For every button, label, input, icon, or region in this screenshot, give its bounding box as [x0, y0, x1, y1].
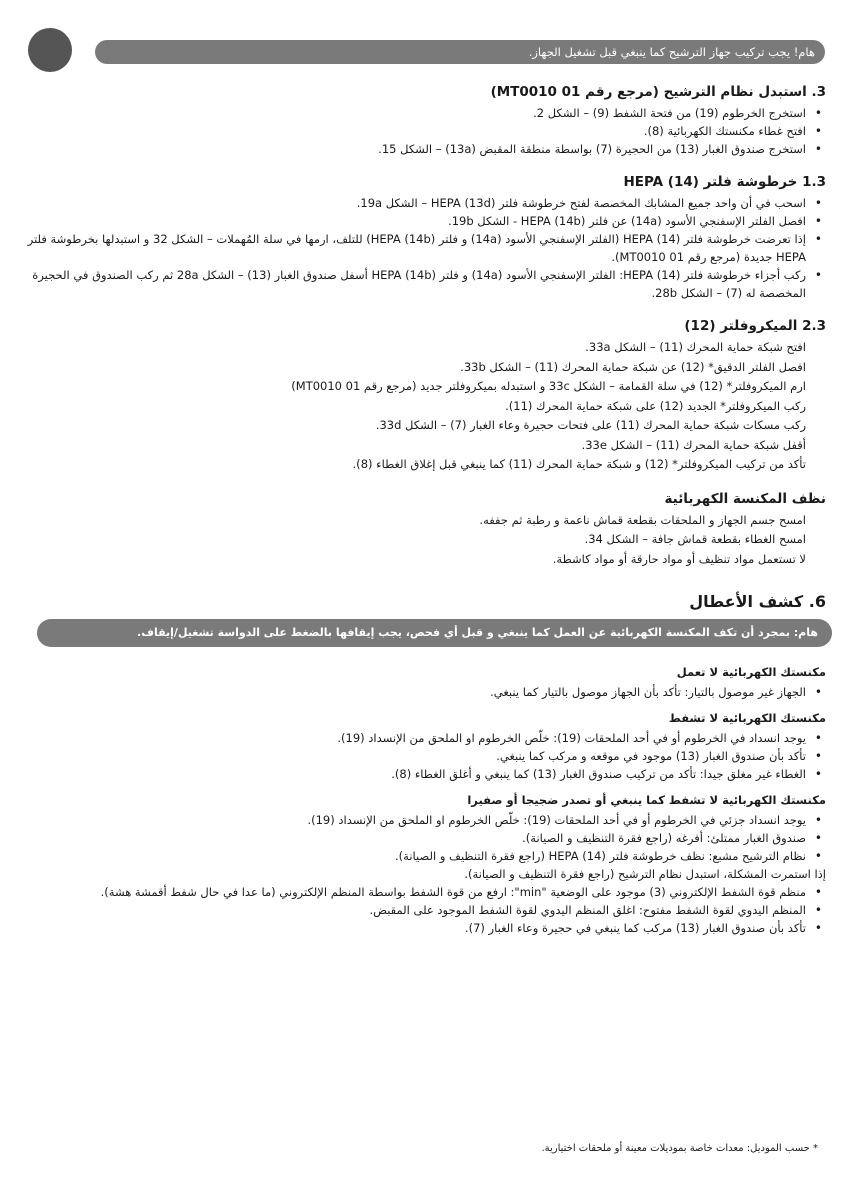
instruction-line: لا تستعمل مواد تنظيف أو مواد حارقة أو مواد كاشطة. [552, 551, 806, 566]
important-notice-text: هام! يجب تركيب جهاز الترشيح كما ينبغي قبل تشغيل الجهاز. [528, 45, 815, 59]
list-item: • تأكد بأن صندوق الغبار (13) موجود في موقعه و مركب كما ينبغي. [20, 747, 806, 765]
section-hepa-cartridge [20, 172, 826, 302]
important-notice-bar [95, 40, 825, 64]
bullet-list [20, 683, 826, 701]
list-item: • افتح غطاء مكنستك الكهربائية (8). [20, 122, 806, 140]
section-title: 2.3 الميكروفلتر (12) [684, 318, 826, 334]
instruction-line: ركب الميكروفلتر* الجديد (12) على شبكة حماية المحرك (11). [505, 398, 806, 413]
instruction-lines [20, 338, 826, 475]
instruction-line: أقفل شبكة حماية المحرك (11) – الشكل 33e. [581, 437, 806, 452]
section-replace-filter [20, 82, 826, 158]
list-item: • الغطاء غير مغلق جيدا: تأكد من تركيب صندوق الغبار (13) كما ينبغي و أغلق الغطاء (8). [20, 765, 806, 783]
issue-note: إذا استمرت المشكلة، استبدل نظام الترشيح (راجع فقرة التنظيف و الصيانة). [464, 867, 826, 881]
instruction-line: امسح جسم الجهاز و الملحقات بقطعة قماش ناعمة و رطبة ثم جففه. [479, 512, 806, 527]
bullet-list [20, 811, 826, 865]
list-item: • افصل الفلتر الإسفنجي الأسود (14a) عن فلتر HEPA (14b) - الشكل 19b. [20, 212, 806, 230]
instruction-line: ارم الميكروفلتر* (12) في سلة القمامة – الشكل 33c و استبدله بميكروفلتر جديد (مرجع رقم MT0010 01) [291, 379, 806, 393]
bullet-list [20, 729, 826, 783]
instruction-line: تأكد من تركيب الميكروفلتر* (12) و شبكة حماية المحرك (11) كما ينبغي قبل إغلاق الغطاء (8). [352, 457, 806, 471]
list-item: • استخرج صندوق الغبار (13) من الحجيرة (7) بواسطة منطقة المقبض (13a) – الشكل 15. [20, 140, 806, 158]
bullet-list [20, 104, 826, 158]
list-item: • يوجد انسداد في الخرطوم أو في أحد الملحقات (19): خلّص الخرطوم او الملحق من الإنسداد (19). [20, 729, 806, 747]
section-microfilter [20, 316, 826, 475]
issue-weak-suction [20, 791, 826, 937]
warning-text: هام: بمجرد أن تكف المكنسة الكهربائية عن العمل كما ينبغي و قبل أي فحص، يجب إيقافها بالضغط على الدواسة تشغيل/إيقاف. [137, 626, 818, 639]
section-title: 6. كشف الأعطال [689, 592, 826, 611]
section-title: 1.3 خرطوشة فلتر HEPA (14) [623, 174, 826, 190]
instruction-line: امسح الغطاء بقطعة قماش جافة – الشكل 34. [584, 532, 806, 546]
list-item: • اسحب في أن واحد جميع المشابك المخصصة لفتح خرطوشة فلتر HEPA (13d) – الشكل 19a. [20, 194, 806, 212]
issue-not-working [20, 663, 826, 701]
footnote: * حسب الموديل: معدات خاصة بموديلات معينة أو ملحقات اختيارية. [541, 1143, 818, 1154]
instruction-line: افتح شبكة حماية المحرك (11) – الشكل 33a. [585, 340, 806, 354]
section-title: نظف المكنسة الكهربائية [664, 490, 826, 507]
issue-title: مكنستك الكهربائية لا تشفط [668, 711, 826, 725]
section-clean [20, 489, 826, 570]
issue-title: مكنستك الكهربائية لا تعمل [676, 665, 826, 679]
list-item: • إذا تعرضت خرطوشة فلتر HEPA (14) (الفلتر الإسفنجي الأسود (14a) و فلتر HEPA (14b)) للتلف، ارمها في سلة المُهملات – الشكل 32 و استبدلها بخرطوشة فلتر HEPA جديدة (مرجع رقم MT0010 01). [20, 230, 806, 266]
list-item: • ركب أجزاء خرطوشة فلتر HEPA (14): الفلتر الإسفنجي الأسود (14a) و فلتر HEPA (14b) أسفل صندوق الغبار (13) – الشكل 28a ثم ركب الصندوق في الحجيرة المخصصة له (7) – الشكل 28b. [20, 266, 806, 302]
section-troubleshooting [20, 591, 826, 937]
main-content [20, 82, 826, 951]
warning-bar [37, 619, 832, 647]
instruction-line: افصل الفلتر الدقيق* (12) عن شبكة حماية المحرك (11) – الشكل 33b. [460, 359, 806, 374]
page-number-badge [28, 28, 72, 72]
list-item: • صندوق الغبار ممتلئ: أفرغه (راجع فقرة التنظيف و الصيانة). [20, 829, 806, 847]
list-item: • تأكد بأن صندوق الغبار (13) مركب كما ينبغي في حجيرة وعاء الغبار (7). [20, 919, 806, 937]
list-item: • نظام الترشيح مشبع: نظف خرطوشة فلتر HEPA (14) (راجع فقرة التنظيف و الصيانة). [20, 847, 806, 865]
list-item: • استخرج الخرطوم (19) من فتحة الشفط (9) – الشكل 2. [20, 104, 806, 122]
instruction-lines [20, 511, 826, 570]
section-title: 3. استبدل نظام الترشيح (مرجع رقم MT0010 01) [490, 84, 826, 100]
issue-no-suction [20, 709, 826, 783]
instruction-line: ركب مسكات شبكة حماية المحرك (11) على فتحات حجيرة وعاء الغبار (7) – الشكل 33d. [375, 418, 806, 432]
list-item: • المنظم اليدوي لقوة الشفط مفتوح: اغلق المنظم اليدوي لقوة الشفط الموجود على المقبض. [20, 901, 806, 919]
list-item: • الجهاز غير موصول بالتيار: تأكد بأن الجهاز موصول بالتيار كما ينبغي. [20, 683, 806, 701]
list-item: • يوجد انسداد جزئي في الخرطوم أو في أحد الملحقات (19): خلّص الخرطوم او الملحق من الإنسداد (19). [20, 811, 806, 829]
bullet-list [20, 194, 826, 302]
list-item: • منظم قوة الشفط الإلكتروني (3) موجود على الوضعية "min": ارفع من قوة الشفط بواسطة المنظم الإلكتروني (ما عدا في حال شفط أقمشة هشة). [20, 883, 806, 901]
issue-title: مكنستك الكهربائية لا تشفط كما ينبغي أو تصدر ضجيجا أو صفيرا [467, 793, 826, 807]
bullet-list [20, 883, 826, 937]
